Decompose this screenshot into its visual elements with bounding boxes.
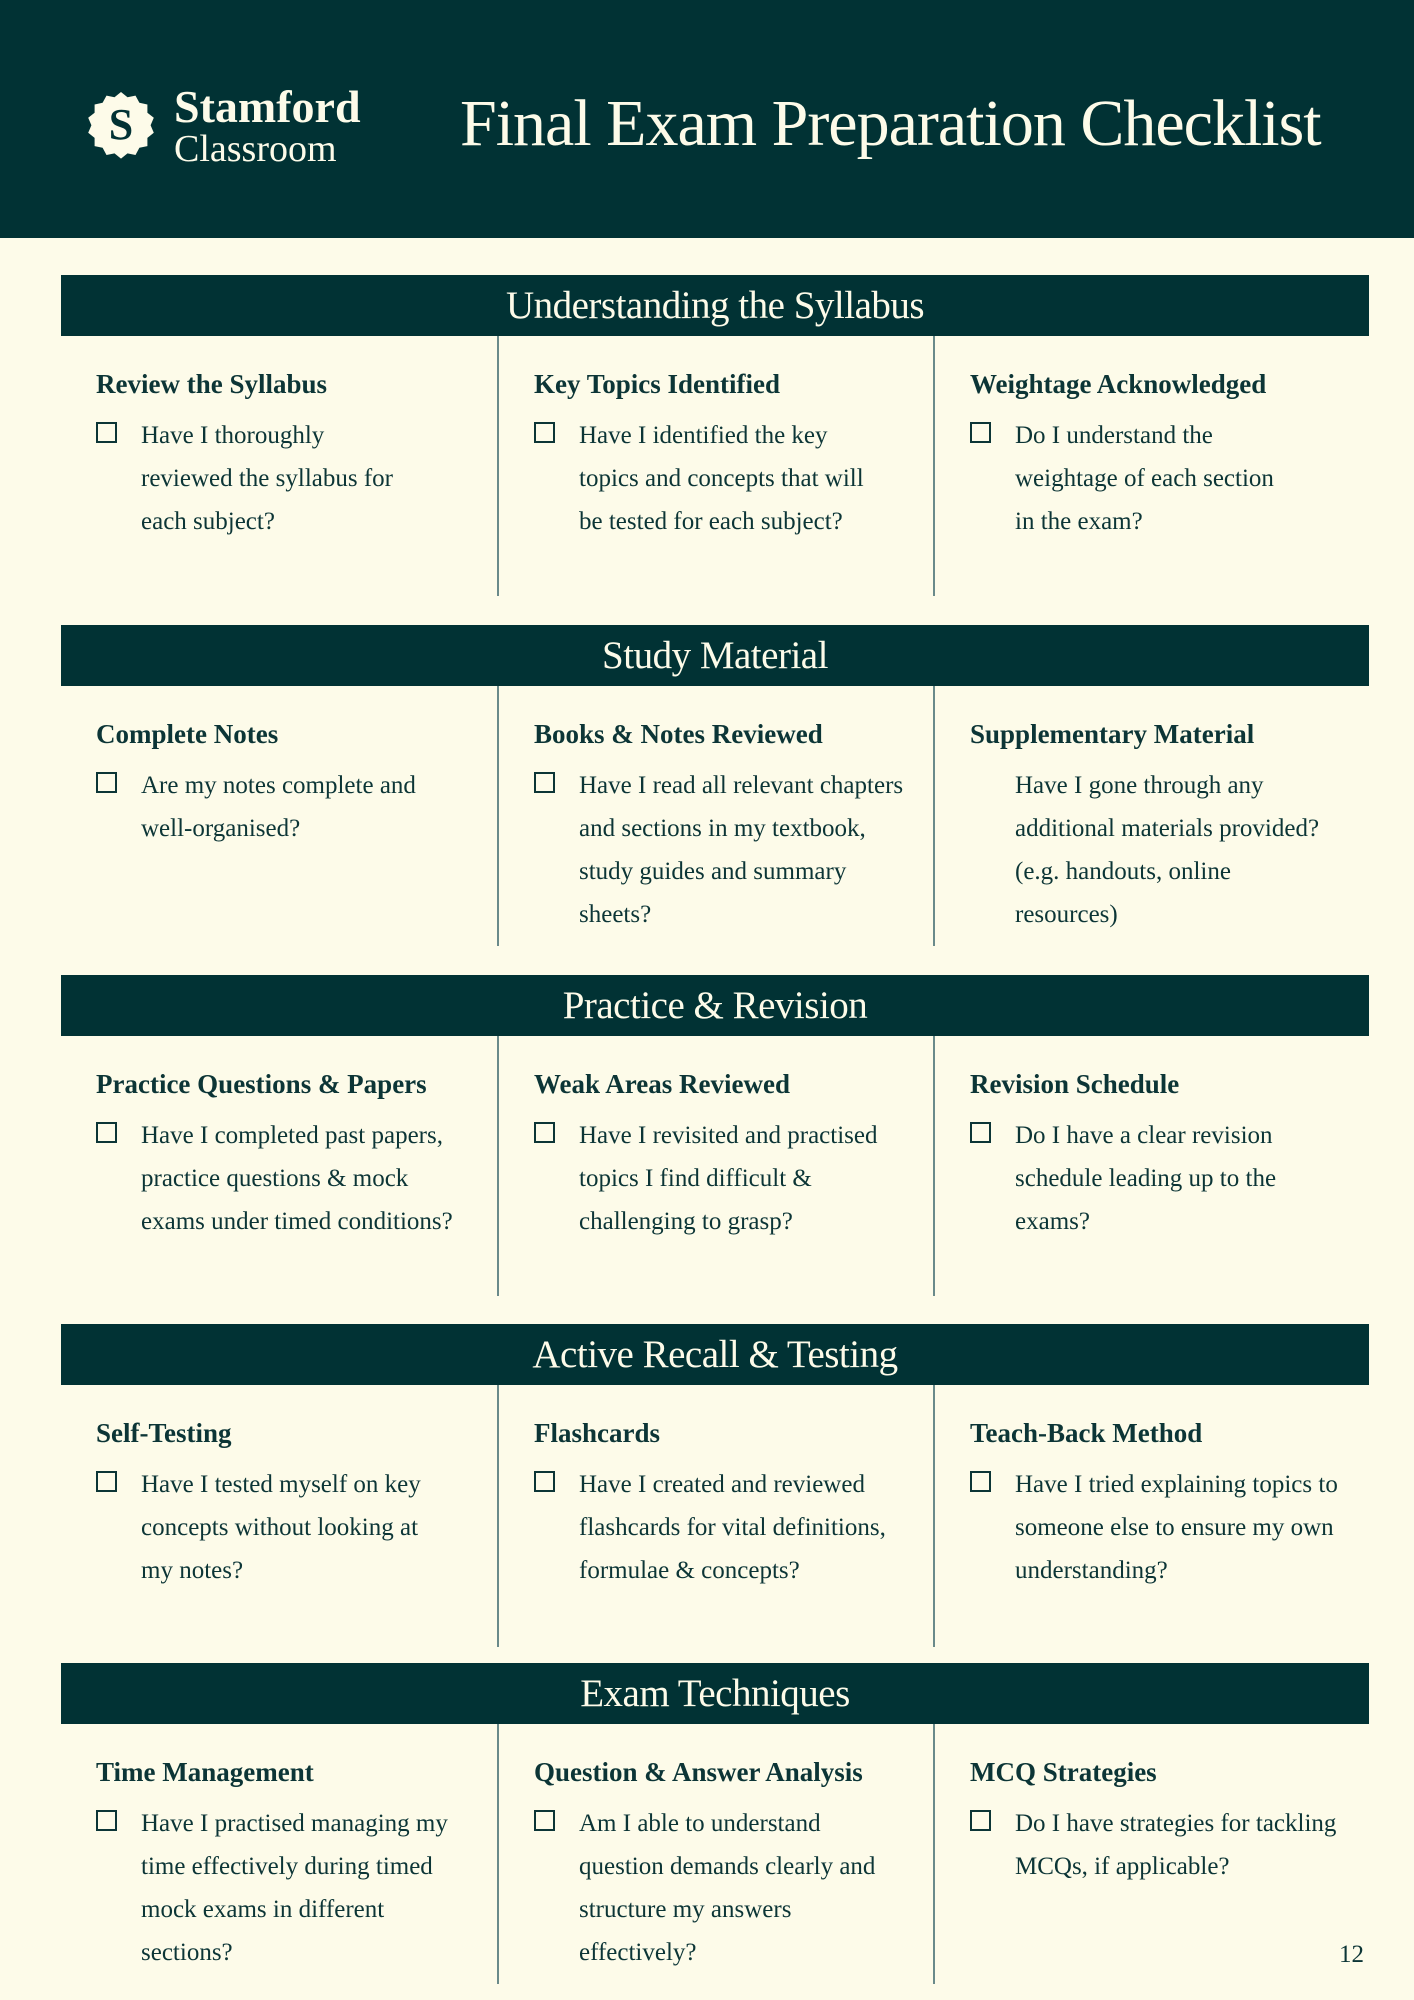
section-study-material	[61, 625, 1369, 946]
item-title: Flashcards	[534, 1418, 661, 1448]
checkbox[interactable]	[534, 422, 555, 443]
checklist-item	[497, 1724, 933, 1984]
section-title: Practice & Revision	[61, 975, 1369, 1036]
checklist-item	[497, 336, 933, 596]
checklist-item	[497, 686, 933, 946]
checklist-item	[933, 336, 1369, 596]
item-title: Teach-Back Method	[970, 1418, 1203, 1448]
section-title: Study Material	[61, 625, 1369, 686]
checklist-item	[61, 686, 497, 946]
section-title: Active Recall & Testing	[61, 1324, 1369, 1385]
section-understanding-the-syllabus	[61, 275, 1369, 596]
item-text: Have I thoroughly reviewed the syllabus for each subject?	[141, 422, 394, 535]
checkbox[interactable]	[534, 1122, 555, 1143]
item-text: Are my notes complete and well-organised?	[141, 772, 416, 842]
item-text: Have I completed past papers, practice questions & mock exams under timed conditions?	[141, 1122, 453, 1235]
item-title: Weightage Acknowledged	[970, 369, 1267, 399]
section-active-recall-and-testing	[61, 1324, 1369, 1647]
section-practice-and-revision	[61, 975, 1369, 1296]
checklist-item	[497, 1385, 933, 1647]
item-title: Self-Testing	[96, 1418, 232, 1448]
item-text: Am I able to understand question demands clearly and structure my answers effectively?	[579, 1810, 876, 1966]
checkbox[interactable]	[534, 1810, 555, 1831]
item-text: Have I read all relevant chapters and sections in my textbook, study guides and summary sheets?	[579, 772, 904, 928]
item-text: Have I tested myself on key concepts without looking at my notes?	[141, 1471, 421, 1584]
logo	[82, 82, 402, 172]
logo-letter: S	[108, 100, 134, 149]
checkbox[interactable]	[96, 1122, 117, 1143]
item-text: Have I created and reviewed flashcards for vital definitions, formulae & concepts?	[579, 1471, 886, 1584]
item-text: Have I revisited and practised topics I find difficult & challenging to grasp?	[579, 1122, 878, 1235]
logo-subtitle: Classroom	[174, 128, 337, 170]
badge-icon	[82, 86, 160, 164]
item-text: Do I have strategies for tackling MCQs, if applicable?	[1015, 1810, 1337, 1880]
item-text: Have I gone through any additional materials provided? (e.g. handouts, online resources)	[1015, 772, 1320, 928]
item-title: Supplementary Material	[970, 719, 1255, 749]
checkbox[interactable]	[96, 772, 117, 793]
checkbox[interactable]	[96, 1471, 117, 1492]
item-text: Have I identified the key topics and concepts that will be tested for each subject?	[579, 422, 864, 535]
item-text: Do I understand the weightage of each section in the exam?	[1015, 422, 1274, 535]
item-text: Have I tried explaining topics to someone else to ensure my own understanding?	[1015, 1471, 1338, 1584]
checklist-item	[933, 1385, 1369, 1647]
checkbox[interactable]	[970, 1810, 991, 1831]
checklist-item	[497, 1036, 933, 1296]
checkbox[interactable]	[96, 422, 117, 443]
checkbox[interactable]	[970, 422, 991, 443]
section-exam-techniques	[61, 1663, 1369, 1984]
checklist-item	[933, 686, 1369, 946]
section-title: Exam Techniques	[61, 1663, 1369, 1724]
header	[0, 0, 1414, 238]
item-title: Weak Areas Reviewed	[534, 1069, 790, 1099]
item-title: MCQ Strategies	[970, 1757, 1157, 1787]
checkbox[interactable]	[96, 1810, 117, 1831]
checklist-item	[61, 1036, 497, 1296]
checklist-item	[61, 336, 497, 596]
section-title: Understanding the Syllabus	[61, 275, 1369, 336]
checkbox[interactable]	[970, 1122, 991, 1143]
checkbox[interactable]	[970, 1471, 991, 1492]
checkbox[interactable]	[534, 772, 555, 793]
item-title: Books & Notes Reviewed	[534, 719, 823, 749]
item-title: Revision Schedule	[970, 1069, 1180, 1099]
item-text: Do I have a clear revision schedule leading up to the exams?	[1015, 1122, 1277, 1235]
item-title: Complete Notes	[96, 719, 279, 749]
checkbox[interactable]	[534, 1471, 555, 1492]
checklist-item	[933, 1036, 1369, 1296]
checklist-item	[61, 1724, 497, 1984]
item-title: Practice Questions & Papers	[96, 1069, 427, 1099]
item-title: Question & Answer Analysis	[534, 1757, 863, 1787]
page-title: Final Exam Preparation Checklist	[460, 87, 1321, 160]
item-title: Key Topics Identified	[534, 369, 781, 399]
page-number: 12	[1339, 1941, 1364, 1968]
checklist-item	[61, 1385, 497, 1647]
logo-name: Stamford	[174, 81, 361, 132]
checklist-item	[933, 1724, 1369, 1984]
item-text: Have I practised managing my time effectively during timed mock exams in different sections?	[141, 1810, 448, 1966]
item-title: Time Management	[96, 1757, 314, 1787]
item-title: Review the Syllabus	[96, 369, 328, 399]
